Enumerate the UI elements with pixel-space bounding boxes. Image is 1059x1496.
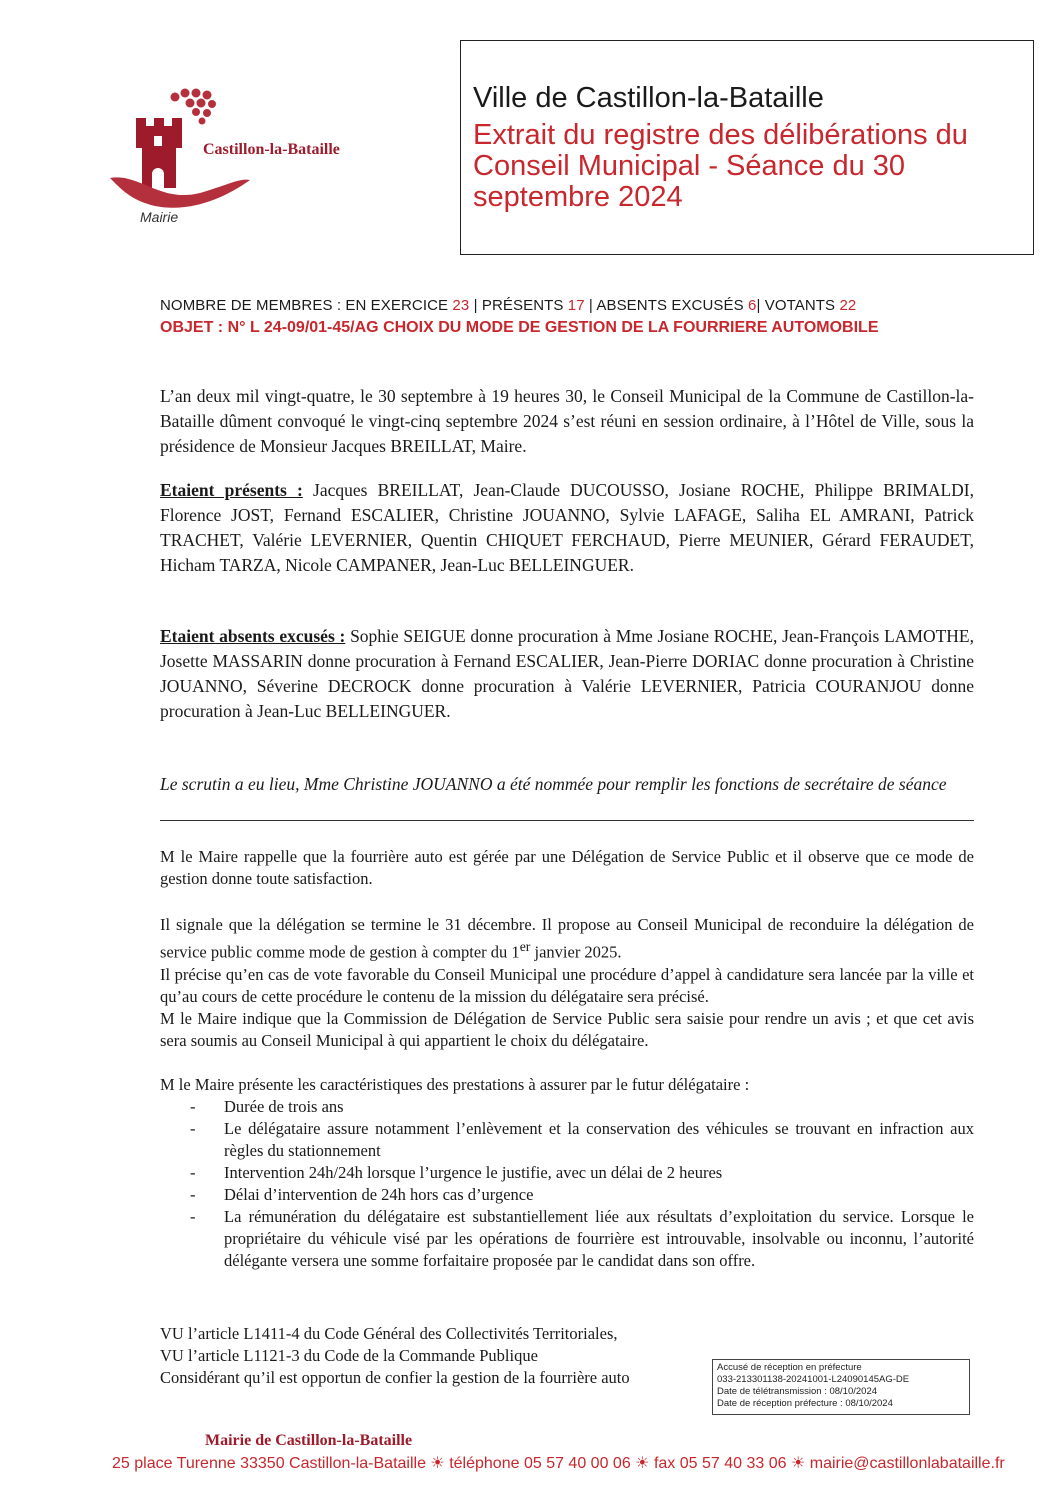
commission-sentence: M le Maire indique que la Commission de Délégation de Service Public sera saisie pour rendre un avis ; et que cet avis sera soumis au Conseil Municipal à qui appartient le choix du délégataire. [160,1008,974,1050]
delegation-date: janvier 2025. [530,942,622,962]
list-item [190,1184,974,1206]
vu-article-cgct: VU l’article L1411-4 du Code Général des Collectivités Territoriales, [160,1324,618,1343]
ordinal-sup: er [519,939,531,954]
list-item-text: La rémunération du délégataire est substantiellement liée aux résultats d’exploitation du service. Lorsque le propriétaire du véhicule visé par les opérations de fourrière est introuvable, insolvable ou inconnu, l’autorité délégante versera une somme forfaitaire proposée par le candidat dans son offre. [224,1207,974,1270]
dash-marker: - [190,1185,196,1204]
absents-list: Sophie SEIGUE donne procuration à Mme Josiane ROCHE, Jean-François LAMOTHE, Josette MASSARIN donne procuration à Fernand ESCALIER, Jean-Pierre DORIAC donne procuration à Christine JOUANNO, Séverine DECROCK donne procuration à Valérie LEVERNIER, Patricia COURANJOU donne procuration à Jean-Luc BELLEINGUER. [160,626,974,721]
divider [160,820,974,821]
prestations-list [190,1096,974,1272]
stamp-line: Accusé de réception en préfecture [717,1362,862,1373]
count-absents: 6 [748,297,757,314]
label-presents: | PRÉSENTS [469,297,568,314]
stamp-line: Date de télétransmission : 08/10/2024 [717,1386,878,1397]
count-votants: 22 [839,297,857,314]
list-item-text: Le délégataire assure notamment l’enlèvement et la conservation des véhicules se trouvant en infraction aux règles du stationnement [224,1119,974,1160]
prefecture-stamp [712,1359,970,1415]
considerant-line: Considérant qu’il est opportun de confier la gestion de la fourrière auto [160,1368,630,1387]
stamp-line: 033-213301138-20241001-L24090145AG-DE [717,1374,910,1385]
dash-marker: - [190,1207,196,1226]
list-item [190,1206,974,1272]
list-item [190,1118,974,1162]
header-box [460,40,1034,255]
delegation-text: Il signale que la délégation se termine le 31 décembre. Il propose au Conseil Municipal de reconduire la délégation de service public comme mode de gestion à compter du 1 [160,915,974,962]
list-item-text: Durée de trois ans [224,1097,344,1116]
footer-address: 25 place Turenne 33350 Castillon-la-Bataille ☀ téléphone 05 57 40 00 06 ☀ fax 05 57 40 33 06 ☀ mairie@castillonlabataille.fr [112,1455,1005,1472]
paragraph-fourriere: M le Maire rappelle que la fourrière auto est gérée par une Délégation de Service Public et il observe que ce mode de gestion donne toute satisfaction. [160,847,974,888]
presents-label: Etaient présents : [160,480,303,500]
secretaire-paragraph: Le scrutin a eu lieu, Mme Christine JOUANNO a été nommée pour remplir les fonctions de secrétaire de séance [160,774,947,794]
logo-name: Castillon-la-Bataille [203,141,340,158]
list-item-text: Intervention 24h/24h lorsque l’urgence le justifie, avec un délai de 2 heures [224,1163,723,1182]
count-exercice: 23 [452,297,470,314]
extract-line: Conseil Municipal - Séance du 30 [473,150,906,182]
footer-mairie-name: Mairie de Castillon-la-Bataille [205,1432,413,1449]
intro-paragraph: L’an deux mil vingt-quatre, le 30 septembre à 19 heures 30, le Conseil Municipal de la Commune de Castillon-la-Bataille dûment convoqué le vingt-cinq septembre 2024 s’est réuni en session ordinaire, à l’Hôtel de Ville, sous la présidence de Monsieur Jacques BREILLAT, Maire. [160,386,974,456]
extract-line: Extrait du registre des délibérations du [473,119,968,151]
label-absents: | ABSENTS EXCUSÉS [584,297,749,314]
river-swoosh [110,177,250,207]
objet-title: OBJET : N° L 24-09/01-45/AG CHOIX DU MODE DE GESTION DE LA FOURRIERE AUTOMOBILE [160,319,879,336]
logo-subtitle: Mairie [140,209,179,225]
stamp-line: Date de réception préfecture : 08/10/2024 [717,1398,893,1409]
absents-paragraph [160,624,974,724]
dash-marker: - [190,1119,196,1138]
label-exercice: NOMBRE DE MEMBRES : EN EXERCICE [160,297,453,314]
presents-list: Jacques BREILLAT, Jean-Claude DUCOUSSO, Josiane ROCHE, Philippe BRIMALDI, Florence JOST, Fernand ESCALIER, Christine JOUANNO, Sylvie LAFAGE, Saliha EL AMRANI, Patrick TRACHET, Valérie LEVERNIER, Quentin CHIQUET FERCHAUD, Pierre MEUNIER, Gérard FERAUDET, Hicham TARZA, Nicole CAMPANER, Jean-Luc BELLEINGUER. [160,480,975,575]
delegation-sentence [160,914,974,964]
dash-marker: - [190,1163,196,1182]
presents-paragraph [160,478,974,578]
label-votants: | VOTANTS [756,297,840,314]
extract-line: septembre 2024 [473,181,683,213]
list-item [190,1096,974,1118]
paragraph-prestations: M le Maire présente les caractéristiques des prestations à assurer par le futur délégataire : [160,1075,750,1094]
paragraph-delegation [160,914,974,1052]
members-count [160,297,856,314]
count-presents: 17 [567,297,585,314]
extract-title [473,120,968,213]
dash-marker: - [190,1097,196,1116]
tower-icon [136,118,182,188]
city-title: Ville de Castillon-la-Bataille [473,82,824,114]
list-item [190,1162,974,1184]
procedure-sentence: Il précise qu’en cas de vote favorable du Conseil Municipal une procédure d’appel à candidature sera lancée par la ville et qu’au cours de cette procédure le contenu de la mission du délégataire sera précisé. [160,964,974,1006]
vu-article-ccp: VU l’article L1121-3 du Code de la Commande Publique [160,1346,538,1365]
list-item-text: Délai d’intervention de 24h hors cas d’urgence [224,1185,534,1204]
absents-label: Etaient absents excusés : [160,626,346,646]
